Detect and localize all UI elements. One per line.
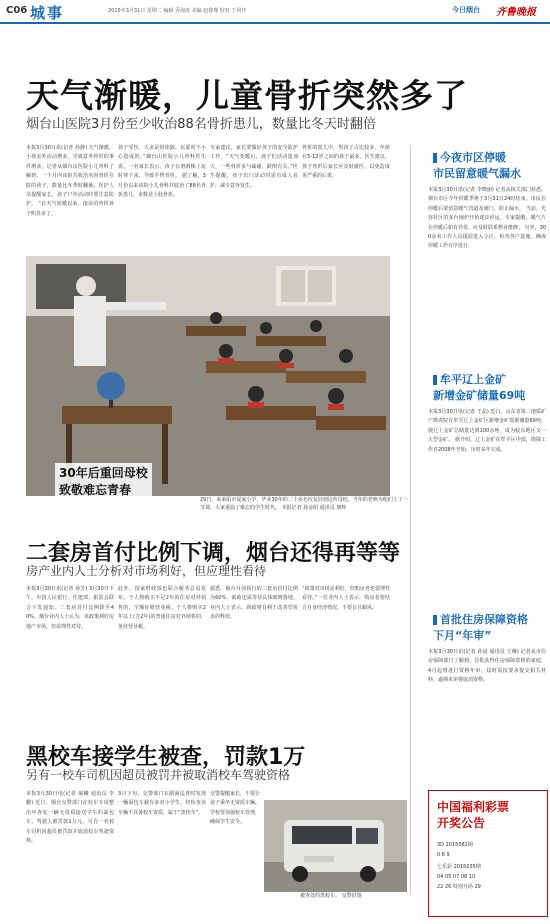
headline-housing: 二套房首付比例下调，烟台还得再等等 — [26, 541, 401, 566]
lottery-b-numbers: 04 05 07 08 10 — [437, 874, 476, 880]
sidebar-heading-heating: 今夜市区停暖 市民留意暖气漏水 — [433, 151, 521, 180]
sidebar-heading-housing-check: 首批住房保障资格 下月“年审” — [433, 613, 528, 642]
story1-col4: 骨折的患儿中，男孩子占比较多，年龄在5-12岁之间的孩子最多。医生建议，孩子骨折后家长应及时就医，以免造成更严重的后果。 — [302, 145, 390, 180]
brand-tag: 今日烟台 — [452, 6, 480, 14]
headline-bone-fracture: 天气渐暖，儿童骨折突然多了 — [26, 76, 468, 115]
page-number: C06 — [6, 5, 28, 16]
story1-col3: 专家建议，家长要做好孩子的安全防护工作。“天气变暖后，孩子们活动量加大，一些骨折多与磕碰、跌倒有关。”医生提醒，孩子出门活动时需有成人看护，减少意外发生。 — [210, 145, 298, 189]
story2-col3: 据悉，烟台目前执行的二套房首付比例为60%，新政还需等待具体细则落地。业内人士表示，新政将有利于改善型需求的释放。 — [210, 586, 298, 621]
section-title: 城事 — [30, 4, 65, 22]
page-header — [0, 0, 550, 22]
newspaper-logo: 齐鲁晚报 — [496, 7, 536, 18]
heading-bar-icon — [433, 615, 437, 625]
lottery-b-issue: 七乐彩 2015035期 — [437, 864, 481, 870]
heading-bar-icon — [433, 375, 437, 385]
sidebar-text-housing-check: 本报3月30日讯(记者 孙晨 通讯员 王琳) 记者从市住房保障部门了解到，首批获得住房保障资格的家庭，4月起将进行资格年审，届时需按要求提交相关材料，逾期未审将取消资格。 — [428, 649, 546, 684]
headline-school-bus: 黑校车接学生被查，罚款1万 — [26, 745, 306, 770]
story2-col4: “政策对市场是利好，但购房者也要理性看待。”一位业内人士表示，购房者要结合自身经济情况，不要盲目跟风。 — [302, 586, 390, 611]
column-divider — [410, 145, 411, 895]
sidebar-text-heating: 本报3月30日讯(记者 李晓丽) 记者从相关部门获悉，烟台市区今年供暖季将于3月31日24时结束。市民在停暖后要留意暖气管道及阀门，防止漏水。 当前，光谷社区的多台锅炉开始逐步停运，专家提醒，暖气片在停暖后如有异常，应及时联系物业维修。 另外，300余名工作人员提前进入小区，检查各户设施，确保停暖工作有序进行。 — [428, 187, 546, 250]
lottery-numbers: 0 6 9 — [437, 852, 450, 858]
lottery-b-numbers2: 22 26 特别号码 29 — [437, 884, 481, 890]
caption-line1: 30年后重回母校 — [59, 466, 148, 480]
sidebar-text-gold: 本报3月30日讯(记者 王晶) 近日，山东省第三地质矿产勘查院在牟平辽上金矿区新增金矿资源储量69吨，使辽上金矿总储量达到100余吨，成为胶东地区又一大型金矿。 据介绍，辽上金矿在牟平区中部，勘探工作自2008年开始，历时多年完成。 — [428, 409, 546, 453]
story1-col2: 孩子受伤，大多是因摔跤、玩耍时不小心造成的。”烟台山医院小儿骨科医生说。一名家长表示，孩子在滑滑梯上玩时摔下来，导致手臂骨折。 据了解，3月份以来该院小儿骨科共收治了88名骨折患儿，多数是上肢骨折。 — [118, 145, 206, 199]
story3-col2: 3月下旬，交警部门在路面巡查时发现一辆面包车载有多名小学生，经检查该车辆不具备校车资质，属于“黑校车”。 — [118, 791, 206, 816]
classroom-photo — [26, 256, 390, 496]
story2-col1: 本报3月30日讯(记者 孙芳) 3月30日下午，中国人民银行、住建部、银监会联合下发通知，二套房首付比例降至40%。烟台业内人士认为，该政策利好房地产市场，但需理性对待。 — [26, 586, 114, 630]
van-caption: 被查处的黑校车。 交警供图 — [300, 893, 362, 899]
story3-col3: 交警提醒家长，不要让孩子乘坐无资质车辆。学校要加强校车管理，确保学生安全。 — [210, 791, 261, 826]
header-rule — [0, 22, 550, 24]
story3-col1: 本报3月30日讯(记者 郝曦 通讯员 李鹏) 近日，烟台交警部门在校车专项整治中查处一辆无资质接送学生的面包车，驾驶人被罚款1万元。另有一名校车司机因超员被罚款并取消校车驾驶资格。 — [26, 791, 114, 845]
story2-col2: 此外，国家财政部也联合税务总局发布，个人将购买不足2年的住房对外销售的，全额征收营业税。个人将购买2年以上(含2年)的普通住房对外销售的，免征营业税。 — [118, 586, 206, 630]
subhead-bone-fracture: 烟台山医院3月份至少收治88名骨折患儿，数量比冬天时翻倍 — [26, 117, 376, 132]
editor-info: 2015年3月31日 星期二 编辑 乔海涛 美编 赵睿瑾 校对 于同序 — [108, 8, 247, 14]
caption-line2: 致敬难忘青春 — [59, 483, 132, 497]
subhead-housing: 房产业内人士分析对市场利好，但应理性看待 — [26, 564, 267, 578]
lottery-title: 中国福利彩票 开奖公告 — [437, 800, 510, 830]
sidebar-heading-gold: 牟平辽上金矿 新增金矿储量69吨 — [433, 373, 526, 402]
subhead-school-bus: 另有一校车司机因超员被罚并被取消校车驾驶资格 — [26, 768, 291, 782]
photo-caption-title — [55, 463, 152, 501]
heading-bar-icon — [433, 153, 437, 163]
lottery-issue: 3D 2015082期 — [437, 842, 473, 848]
photo-caption-text: 29日，来莱阳市夏家小学，毕业30年的二十多名校友回到这所母校。当年的老师为他们上了一节课，大家重温了难忘的学生时代。 本报记者 孙金阳 通讯员 朋辉 — [200, 497, 408, 511]
story1-col1: 本报3月30日讯(记者 孙静) 天气渐暖，小孩室外活动增多，导致意外骨折的事件增多。记者从烟台山医院小儿骨科了解到，一个月内该院共收治名因骨折住院的孩子，数量比冬季时翻番。医护人员提醒家长，孩子户外活动时要注意防护。 “自天气转暖以来，接诊的骨折孩子明显多了。 — [26, 145, 114, 217]
school-van-photo — [264, 800, 407, 892]
lottery-box — [428, 790, 548, 917]
